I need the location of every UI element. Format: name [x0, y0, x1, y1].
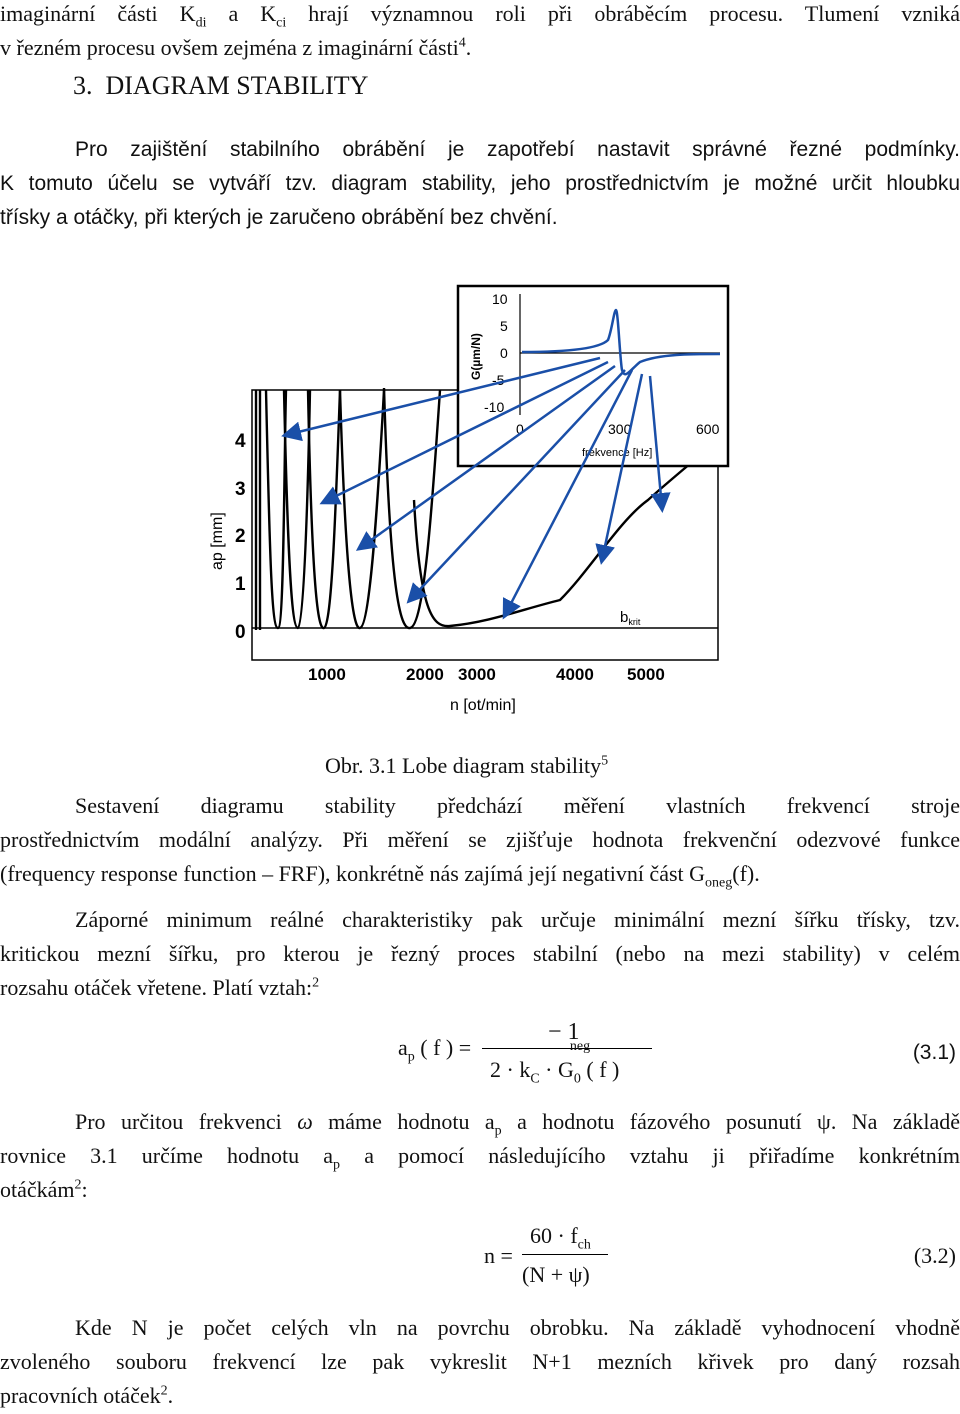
p3-line-1: Záporné minimum reálné charakteristiky pak určuje minimální mezní šířku třísky, tzv.	[75, 907, 960, 932]
equation-3-2-denominator: (N + ψ)	[522, 1262, 590, 1287]
x-tick: 3000	[458, 665, 496, 684]
x-tick: 1000	[308, 665, 346, 684]
p3-line-3: rozsahu otáček vřetene. Platí vztah:$^2$	[0, 975, 320, 1000]
y-axis-label: ap [mm]	[209, 512, 226, 570]
x-tick: 5000	[627, 665, 665, 684]
intro-line-1: imaginární části $K_{di}$ a $K_{ci}$ hrají významnou roli při obráběcím procesu. Tlumení vzniká	[0, 1, 960, 31]
y-tick: 1	[235, 574, 246, 595]
y-tick: 4	[235, 431, 246, 452]
b-krit-label: $b_{krit}$	[620, 609, 641, 627]
p4-line-3: otáčkám$^2$:	[0, 1177, 88, 1202]
equation-3-2-lhs: n =	[484, 1243, 513, 1268]
p3-line-2: kritickou mezní šířku, pro kterou je řezný proces stabilní (nebo na mezi stability) v celém	[0, 941, 960, 966]
p5-line-1: Kde N je počet celých vln na povrchu obrobku. Na základě vyhodnocení vhodně	[75, 1315, 960, 1340]
stability-lobe-diagram	[200, 270, 730, 720]
equation-3-2-numerator: $60 \cdot f_{ch}$	[530, 1223, 591, 1253]
y-tick: 0	[235, 622, 246, 643]
inset-y-tick: -5	[492, 372, 505, 388]
equation-3-1-denominator: $2 \cdot k_C \cdot G_0$ neg ( f )	[490, 1039, 620, 1087]
p4-line-2: rovnice 3.1 určíme hodnotu $a_p$ a pomocí následujícího vztahu ji přiřadíme konkrétním	[0, 1143, 960, 1173]
inset-y-tick: 0	[500, 345, 508, 361]
inset-x-tick: 600	[696, 421, 720, 437]
inset-y-tick: 5	[500, 318, 508, 334]
p4-line-1: Pro určitou frekvenci ω máme hodnotu $a_p$ a hodnotu fázového posunutí ψ. Na základě	[75, 1109, 960, 1139]
inset-x-label: frekvence [Hz]	[582, 447, 653, 459]
section-heading: 3. DIAGRAM STABILITY	[73, 71, 369, 100]
equation-3-2-fraction-bar	[522, 1254, 608, 1255]
figure-caption: Obr. 3.1 Lobe diagram stability$^5$	[325, 753, 609, 778]
x-axis-label: n [ot/min]	[450, 697, 516, 714]
inset-x-tick: 0	[516, 421, 524, 437]
x-tick: 2000	[406, 665, 444, 684]
x-tick: 4000	[556, 665, 594, 684]
equation-3-1-numerator: − 1	[548, 1019, 580, 1045]
inset-y-tick: -10	[484, 399, 505, 415]
equation-3-1-number: (3.1)	[912, 1041, 956, 1064]
p1-line-1: Pro zajištění stabilního obrábění je zapotřebí nastavit správné řezné podmínky.	[75, 138, 960, 161]
p1-line-3: třísky a otáčky, při kterých je zaručeno obrábění bez chvění.	[0, 206, 558, 229]
y-tick: 3	[235, 479, 246, 500]
intro-line-2: v řezném procesu ovšem zejména z imaginární části$^4$.	[0, 35, 472, 60]
p1-line-2: K tomuto účelu se vytváří tzv. diagram stability, jeho prostřednictvím je možné určit hloubku	[0, 172, 960, 195]
inset-x-tick: 300	[608, 421, 632, 437]
p2-line-1: Sestavení diagramu stability předchází měření vlastních frekvencí stroje	[75, 793, 960, 818]
y-tick: 2	[235, 526, 246, 547]
p5-line-3: pracovních otáček$^2$.	[0, 1383, 174, 1408]
p2-line-2: prostřednictvím modální analýzy. Při měření se zjišťuje hodnota frekvenční odezvové funkce	[0, 827, 960, 852]
p5-line-2: zvoleného souboru frekvencí lze pak vykreslit N+1 mezních křivek pro daný rozsah	[0, 1349, 960, 1374]
inset-y-tick: 10	[492, 291, 508, 307]
equation-3-1-lhs: $a_p$ ( f ) =	[398, 1035, 472, 1065]
equation-3-2-number: (3.2)	[913, 1243, 956, 1268]
equation-3-1-fraction-bar	[482, 1048, 652, 1049]
p2-line-3: (frequency response function – FRF), konkrétně nás zajímá její negativní část $G_{oneg}(f)$.	[0, 861, 760, 891]
inset-y-label: G(µm/N)	[469, 333, 483, 380]
